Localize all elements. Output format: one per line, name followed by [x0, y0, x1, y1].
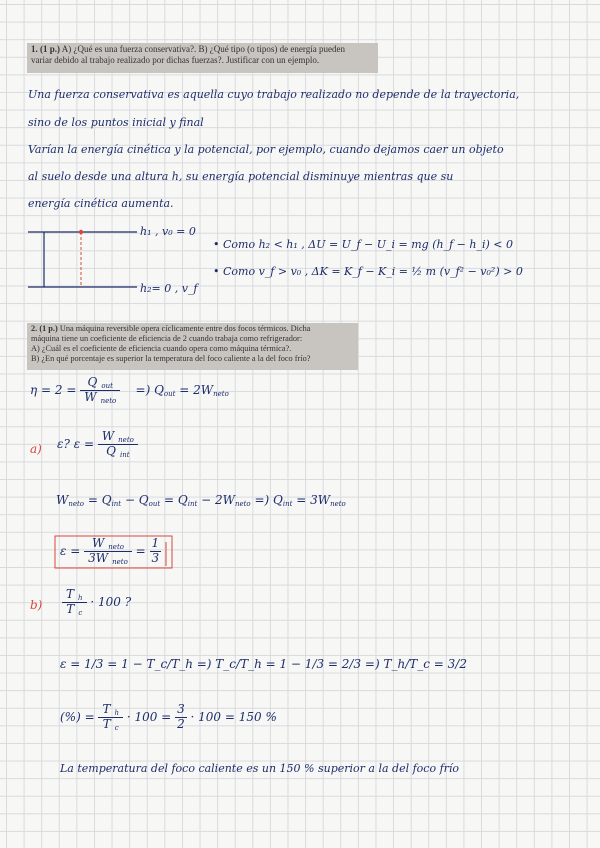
q1-line1: A) ¿Qué es una fuerza conservativa?. B) ¿Qué tipo (o tipos) de energía pueden — [61, 44, 345, 54]
eta-label: η = 2 = — [30, 383, 77, 398]
diagram-bottom-label: h₂= 0 , v_f — [140, 282, 198, 295]
q2-line3: A) ¿Cuál es el coeficiente de eficiencia cuando opera como máquina térmica?. — [31, 344, 292, 354]
q1-line2: variar debido al trabajo realizado por dichas fuerzas?. Justificar con un ejemplo. — [31, 54, 320, 65]
q2-line1: Una máquina reversible opera cíclicamente entre dos focos térmicos. Dicha — [59, 324, 311, 333]
q2-line4: B) ¿En qué porcentaje es superior la temperatura del foco caliente a la del foco frío? — [31, 354, 311, 364]
q1-number: 1. — [31, 44, 38, 54]
q2-number: 2. — [31, 324, 38, 333]
answer1-line1: Una fuerza conservativa es aquella cuyo trabajo realizado no depende de la trayectoria, — [28, 88, 520, 101]
q2-line2: máquina tiene un coeficiente de eficiencia de 2 cuando trabaja como refrigerador: — [31, 334, 303, 344]
q2-points: (1 p.) — [39, 324, 58, 333]
epsilon-definition: ε? ε = $\frac{W _{neto}}{Q _{int}}$ — [57, 430, 138, 459]
eta-equation — [30, 376, 229, 405]
final-conclusion: La temperatura del foco caliente es un 150 % superior a la del foco frío — [60, 762, 460, 775]
efficiency-temperature-equation: ε = 1/3 = 1 − T_c/T_h =) T_c/T_h = 1 − 1/3 = 2/3 =) T_h/T_c = 3/2 — [60, 657, 467, 671]
question-2-box — [27, 323, 358, 370]
kinetic-energy-equation: • Como v_f > v₀ , ΔK = K_f − K_i = ½ m (v_f² − v₀²) > 0 — [213, 265, 523, 278]
potential-energy-equation: • Como h₂ < h₁ , ΔU = U_f − U_i = mg (h_f − h_i) < 0 — [213, 238, 513, 251]
temperature-ratio-question: $\frac{T _h}{T _c}$ · 100 ? — [62, 588, 131, 617]
answer1-line5: energía cinética aumenta. — [28, 197, 174, 210]
part-b-label: b) — [30, 598, 43, 612]
diagram-top-label: h₁ , v₀ = 0 — [140, 225, 196, 238]
answer1-line4: al suelo desde una altura h, su energía potencial disminuye mientras que su — [28, 170, 454, 183]
work-equation: $W_{neto} = Q_{int} - Q_{out} = Q_{int} - 2W_{neto}$ =) $Q_{int} = 3W_{neto}$ — [56, 493, 346, 508]
answer1-line2: sino de los puntos inicial y final — [28, 116, 204, 129]
qout-result: =) $Q_{out} = 2W_{neto}$ — [135, 383, 229, 399]
answer1-line3: Varían la energía cinética y la potencial, por ejemplo, cuando dejamos caer un objeto — [28, 143, 504, 156]
percentage-equation: (%) = $\frac{T _h}{T _c}$ · 100 = $\frac{3}{2}$ · 100 = 150 % — [60, 702, 277, 733]
eta-fraction: $\frac{Q _{out}}{W _{neto}}$ — [80, 376, 120, 405]
q1-points: (1 p.) — [40, 44, 60, 54]
part-a-label: a) — [30, 442, 42, 456]
epsilon-result: ε = $\frac{W _{neto}}{3W _{neto}}$ = $\frac{1}{3}$ — [60, 536, 160, 567]
